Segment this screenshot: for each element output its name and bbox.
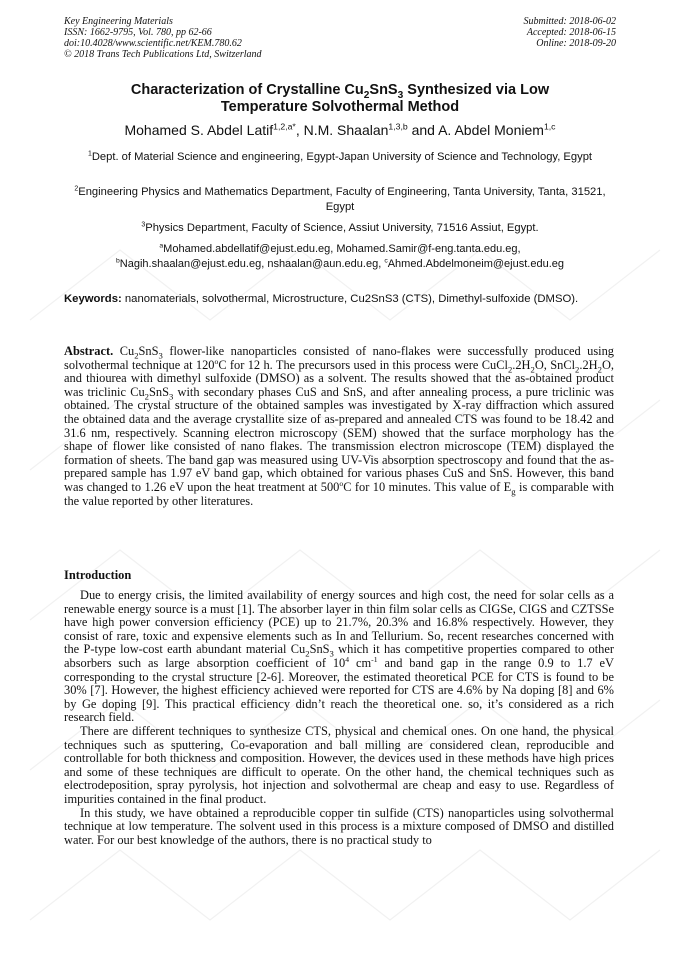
abstract-label: Abstract. xyxy=(64,344,114,358)
journal-name: Key Engineering Materials xyxy=(64,16,173,27)
author-name: N.M. Shaalan xyxy=(303,122,389,138)
email-link[interactable]: Ahmed.Abdelmoneim@ejust.edu.eg xyxy=(387,257,564,270)
section-heading-introduction: Introduction xyxy=(64,568,132,582)
author-list: Mohamed S. Abdel Latif$^{1,2,a*}$, N.M. Shaalan$^{1,3,b}$ and A. Abdel Moniem$^{1,c}$ xyxy=(124,121,556,138)
author-emails: $^a$Mohamed.abdellatif@ejust.edu.eg, Mohamed.Samir@f-eng.tanta.edu.eg, $^b$Nagih.shaalan@ejust.edu.eg, nshaalan@aun.edu.eg, $^c$Ahmed.Abdelmoneim@ejust.edu.eg xyxy=(115,242,564,270)
submitted-date: Submitted: 2018-06-02 xyxy=(523,16,616,27)
copyright-line: © 2018 Trans Tech Publications Ltd, Switzerland xyxy=(64,49,262,60)
keywords-section xyxy=(64,292,614,307)
keywords-label: Keywords: xyxy=(64,293,122,305)
abstract-section: Abstract. $Cu_2SnS_3$ flower-like nanoparticles consisted of nano-flakes were successfully produced using solvothermal technique at 120$^o$C for 12 h. The precursors used in this process were $CuCl_2.2H_2O$, $SnCl_2.2H_2O$, and thiourea with dimethyl sulfoxide (DMSO) as a solvent. The results showed that the as-obtained product was triclinic $Cu_2SnS_3$ with secondary phases CuS and SnS, and after annealing process, a pure triclinic was obtained. The crystal structure of the obtained samples was investigated by X-ray diffraction which assured the obtained data and the average crystallite size of as-prepared and annealed CTS was found to be 18.42 and 31.6 nm, respectively. Scanning electron microscopy (SEM) showed that the surface morphology has the shape of flower like consisted of nano flakes. The transmission electron microscope (TEM) displayed the formation of sheets. The band gap was measured using UV-Vis absorption spectroscopy and found that the as-prepared sample has 1.97 eV band gap, which obtained for various phases CuS and SnS. However, this band was changed to 1.26 eV upon the heat treatment at 500$^o$C for 10 minutes. This value of $E_g$ is comparable with the value reported by other literatures. xyxy=(64,344,614,508)
issn-line: ISSN: 1662-9795, Vol. 780, pp 62-66 xyxy=(64,27,212,38)
online-date: Online: 2018-09-20 xyxy=(536,38,616,49)
author-name: A. Abdel Moniem xyxy=(438,122,544,138)
paragraph: Due to energy crisis, the limited availability of energy sources and high cost, the need for solar cells as a renewable energy source is a must [1]. The absorber layer in thin film solar cells as CIGSe, CIGS and CZTSSe have high power conversion efficiency (PCE) up to 21.7%, 20.3% and 16.8% respectively. However, they consist of rare, toxic and expensive elements such as In and Tellurium. So, recent researches concerned with the P-type low-cost earth abundant material $Cu_2SnS_3$ which it has competitive properties compared to other absorbers such as large absorption coefficient of $10^4$ $cm^{-1}$ and band gap in the range 0.9 to 1.7 eV corresponding to the crystal structure [2-6]. Moreover, the estimated theoretical PCE for CTS is found to be 30% [7]. However, the highest efficiency achieved were reported for CTS are 4.6% by Na doping [8] and 6% by Ge doping [9]. This practical efficiency didn’t reach the theoretical one. so, it’s considered as a rich research field. xyxy=(64,588,614,725)
affiliation-1: $^1$Dept. of Material Science and engineering, Egypt-Japan University of Science and Technology, Egypt xyxy=(87,150,593,163)
paragraph: There are different techniques to synthesize CTS, physical and chemical ones. On one hand, the physical techniques such as sputtering, Co-evaporation and ball milling are considered clean, reproducible and controllable for both thickness and composition. However, the devices used in these methods have high prices and some of these techniques are difficult to operate. On the other hand, the chemical techniques such as electrodeposition, spray pyrolysis, hot injection and solvothermal are cheap and easy to use. Regardless of impurities contained in the final product. xyxy=(64,723,614,806)
keywords-text: nanomaterials, solvothermal, Microstructure, Cu2SnS3 (CTS), Dimethyl-sulfoxide (DMSO). xyxy=(121,293,579,305)
publication-info xyxy=(64,16,262,60)
author-name: Mohamed S. Abdel Latif xyxy=(124,122,274,138)
email-link[interactable]: Mohamed.abdellatif@ejust.edu.eg, Mohamed.Samir@f-eng.tanta.edu.eg, xyxy=(163,243,521,255)
introduction-body xyxy=(64,589,614,847)
publication-dates xyxy=(524,16,617,49)
affiliation-2: $^2$Engineering Physics and Mathematics Department, Faculty of Engineering, Tanta University, Tanta, 31521, Egypt xyxy=(74,185,606,213)
affiliation-3: $^3$Physics Department, Faculty of Science, Assiut University, 71516 Assiut, Egypt. xyxy=(141,221,539,234)
email-link[interactable]: Nagih.shaalan@ejust.edu.eg, nshaalan@aun.edu.eg, xyxy=(119,257,385,270)
paper-title: Characterization of Crystalline $Cu_2SnS_3$ Synthesized via Low Temperature Solvothermal Method xyxy=(130,82,550,115)
doi-line: doi:10.4028/www.scientific.net/KEM.780.62 xyxy=(64,38,242,49)
accepted-date: Accepted: 2018-06-15 xyxy=(526,27,616,38)
paragraph: In this study, we have obtained a reproducible copper tin sulfide (CTS) nanoparticles using solvothermal technique at low temperature. The solvent used in this process is a mixture composed of DMSO and distilled water. For our best knowledge of the authors, there is no practical study to xyxy=(64,805,614,847)
